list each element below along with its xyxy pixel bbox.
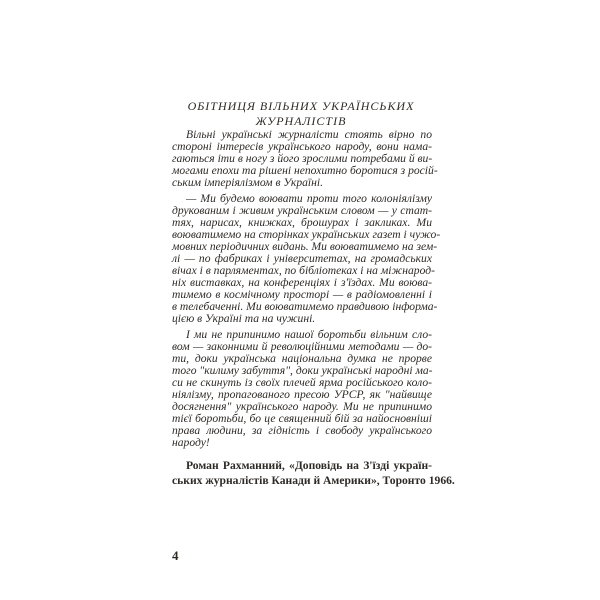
signature-line: Роман Рахманний, «Доповідь на З'їзді україн- <box>186 459 432 472</box>
text-line: — Ми будемо воювати проти того колоніялізму <box>186 192 432 205</box>
text-line: си не скинуть із своїх плечей ярма російського коло- <box>172 376 432 389</box>
text-line: народу! <box>172 436 210 449</box>
title-line: ОБІТНИЦЯ ВІЛЬНИХ УКРАЇНСЬКИХ <box>187 99 415 113</box>
page-title <box>170 99 432 129</box>
text-line: того "килиму забуття", доки українські народні ма- <box>172 364 433 377</box>
text-line: воюватимемо на сторінках українських газет і чужо- <box>172 228 441 241</box>
paragraph <box>172 128 438 189</box>
text-line: лі — по фабриках і університетах, на громадських <box>172 252 432 265</box>
paragraph <box>172 329 432 449</box>
text-line: ським імперіялізмом в Україні. <box>172 176 324 189</box>
text-line: могами епохи та рішені непохитно боротися з росій- <box>172 164 438 177</box>
text-line: І ми не припинимо нашої боротьби вільним сло- <box>186 328 432 341</box>
text-line: в телебаченні. Ми воюватимемо правдивою інформа- <box>172 300 438 313</box>
text-line: ніх виставках, на конференціях і з'їздах. Ми воюва- <box>172 276 432 289</box>
text-line: права людини, за гідність і свободу українського <box>172 424 432 437</box>
signature-line: ських журналістів Канади й Америки», Торонто 1966. <box>172 474 455 487</box>
text-line: гаються іти в ногу з його зрослими потребами й ви- <box>172 152 433 165</box>
title-line: ЖУРНАЛІСТІВ <box>255 114 347 128</box>
page-number: 4 <box>172 548 179 563</box>
text-line: тях, нарисах, книжках, брошурах і закликах. Ми <box>172 216 432 229</box>
text-line: друкованим і живим українським словом — у стат- <box>172 204 432 217</box>
text-line: стороні інтересів українського народу, вони нама- <box>172 140 432 153</box>
text-line: ти, доки українська національна думка не прорве <box>172 352 432 365</box>
body-text <box>172 128 441 453</box>
text-line: вом — законними й революційними методами — до- <box>172 340 432 353</box>
text-line: вічах і в парляментах, по бібліотеках і на міжнарод- <box>172 264 435 277</box>
text-line: Вільні українські журналісти стоять вірно по <box>186 128 432 141</box>
text-line: цією в Україні та на чужині. <box>172 312 316 325</box>
paragraph <box>172 192 441 325</box>
signature-citation <box>172 458 455 488</box>
text-line: тимемо в космічному просторі — в радіомовленні і <box>172 288 432 301</box>
text-line: ніялізму, пропагованого пресою УРСР, як "найвище <box>172 388 432 401</box>
text-line: досягнення" українського народу. Ми не припинимо <box>172 400 432 413</box>
text-line: тієї боротьби, бо це священний бій за найосновніші <box>172 412 432 425</box>
text-line: мовних періодичних видань. Ми воюватимемо на зем- <box>172 240 438 253</box>
